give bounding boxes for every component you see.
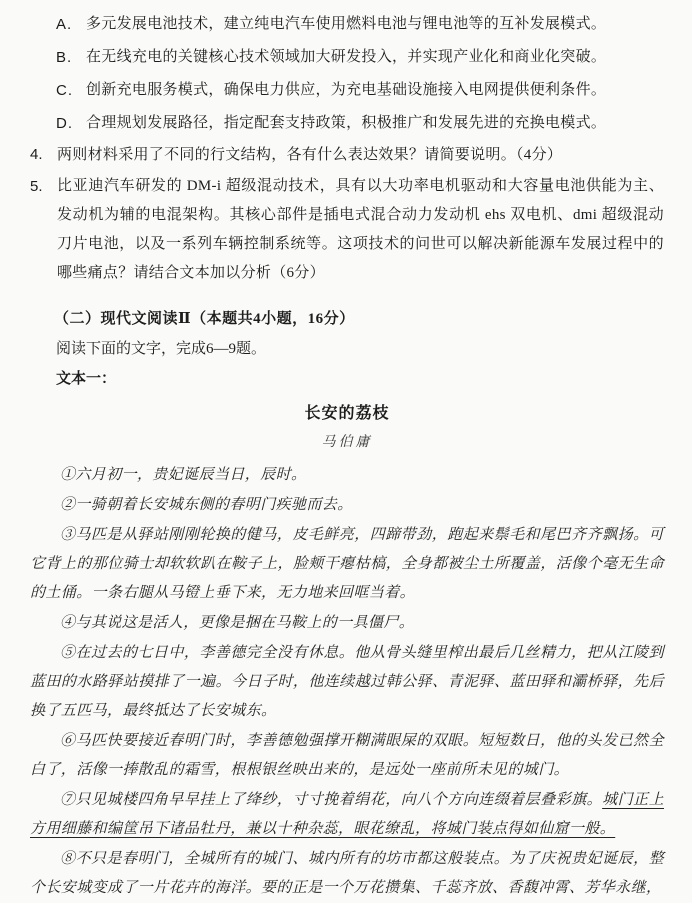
passage-paragraph-7 [30, 786, 664, 844]
paragraph-text: ③马匹是从驿站刚刚轮换的健马，皮毛鲜亮，四蹄带劲，跑起来鬃毛和尾巴齐齐飘扬。可它背上的那位骑士却软软趴在鞍子上，脸颊干瘪枯槁，全身都被尘土所覆盖，活像个毫无生命的土俑。一条右腿从马镫上垂下来，无力地来回哐当着。 [30, 527, 664, 601]
passage-paragraph-5 [30, 639, 664, 726]
question-5-number: 5. [30, 178, 43, 195]
option-a [30, 8, 664, 41]
passage-paragraph-1 [30, 461, 664, 490]
option-b-text: 在无线充电的关键核心技术领域加大研发投入，并实现产业化和商业化突破。 [86, 49, 607, 65]
paragraph-text: ⑥马匹快要接近春明门时，李善德勉强撑开糊满眼屎的双眼。短短数日，他的头发已然全白了，活像一捧散乱的霜雪，根根银丝映出来的，是远处一座前所未见的城门。 [30, 733, 664, 778]
paragraph-text: ②一骑朝着长安城东侧的春明门疾驰而去。 [60, 497, 353, 513]
option-a-label: A. [56, 16, 73, 33]
passage-paragraph-6 [30, 727, 664, 785]
section-heading: （二）现代文阅读Ⅱ（本题共4小题，16分） [54, 311, 355, 327]
passage-title: 长安的荔枝 [304, 405, 390, 422]
paragraph-text: ④与其说这是活人，更像是捆在马鞍上的一具僵尸。 [60, 615, 415, 631]
question-5 [30, 172, 664, 288]
question-4-text: 两则材料采用了不同的行文结构，各有什么表达效果？请简要说明。（4分） [57, 147, 563, 163]
underlined-sentence: 城门正上方用细藤和编筐吊下诸品牡丹，兼以十种杂蕊，眼花缭乱，将城门装点得如仙窟一般。 [30, 792, 664, 837]
reading-instruction: 阅读下面的文字，完成6—9题。 [56, 341, 267, 357]
passage-paragraph-2 [30, 491, 664, 520]
question-4-number: 4. [30, 146, 43, 163]
passage-body [30, 461, 664, 903]
paragraph-text: ⑦只见城楼四角早早挂上了绛纱，寸寸挽着绢花，向八个方向连缀着层叠彩旗。 [60, 792, 603, 808]
option-d-label: D. [56, 115, 73, 132]
option-c-label: C. [56, 82, 73, 99]
passage-paragraph-3 [30, 521, 664, 608]
passage-paragraph-4 [30, 609, 664, 638]
option-a-text: 多元发展电池技术，建立纯电汽车使用燃料电池与锂电池等的互补发展模式。 [86, 16, 607, 32]
option-b [30, 41, 664, 74]
option-d-text: 合理规划发展路径，指定配套支持政策，积极推广和发展先进的充换电模式。 [86, 115, 607, 131]
choice-options [30, 8, 664, 140]
passage-author: 马伯庸 [321, 435, 373, 450]
question-4 [30, 140, 664, 170]
option-b-label: B. [56, 49, 73, 66]
option-c [30, 74, 664, 107]
passage-paragraph-8 [30, 845, 664, 903]
paragraph-text: ⑤在过去的七日中，李善德完全没有休息。他从骨头缝里榨出最后几丝精力，把从江陵到蓝田的水路驿站摸排了一遍。今日子时，他连续越过韩公驿、青泥驿、蓝田驿和灞桥驿，先后换了五匹马，最终抵达了长安城东。 [30, 645, 664, 719]
option-d [30, 107, 664, 140]
paragraph-text: ⑧不只是春明门，全城所有的城门、城内所有的坊市都这般装点。为了庆祝贵妃诞辰，整个长安城变成了一片花卉的海洋。要的正是一个万花攒集、千蕊齐放、香馥冲霄、芳华永继， [30, 851, 664, 896]
paragraph-text: ①六月初一，贵妃诞辰当日，辰时。 [60, 467, 307, 483]
question-5-text: 比亚迪汽车研发的 DM-i 超级混动技术，具有以大功率电机驱动和大容量电池供能为主、发动机为辅的电混架构。其核心部件是插电式混合动力发动机 ehs 双电机、dmi 超级混动刀片电池，以及一系列车辆控制系统等。这项技术的问世可以解决新能源车发展过程中的哪些痛点？请结合文本加以分析（6分） [57, 178, 664, 281]
option-c-text: 创新充电服务模式，确保电力供应，为充电基础设施接入电网提供便利条件。 [86, 82, 607, 98]
text-one-label: 文本一： [56, 371, 117, 387]
